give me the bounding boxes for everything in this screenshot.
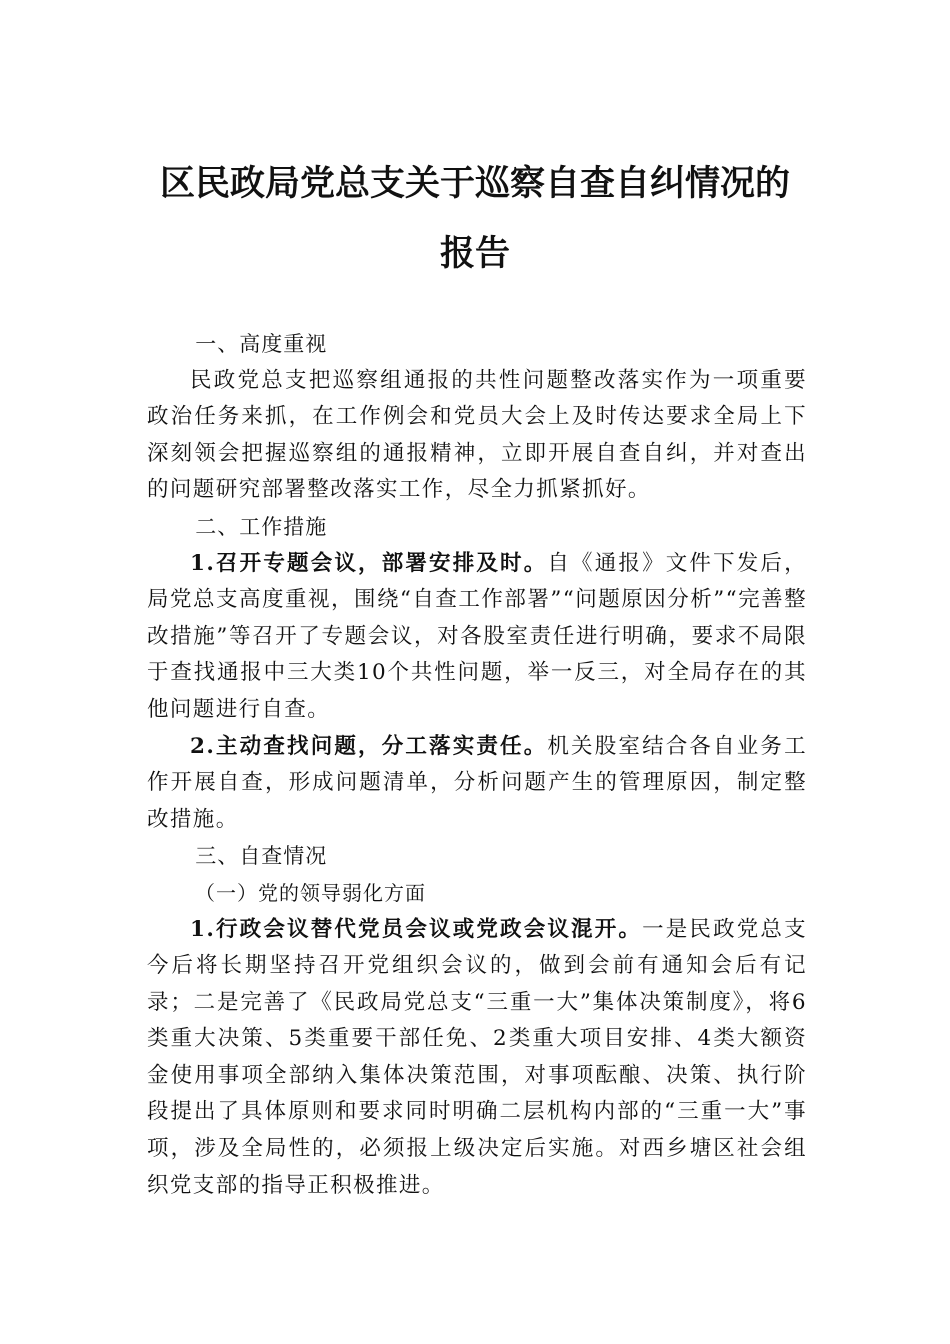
section-2-item-1 xyxy=(147,546,807,729)
item-body: 机关股室结合各自业务工作开展自查，形成问题清单，分析问题产生的管理原因，制定整改措施。 xyxy=(147,733,807,832)
document-body xyxy=(147,326,807,1204)
section-3-item-1 xyxy=(147,912,807,1205)
item-lead: 2.主动查找问题，分工落实责任。 xyxy=(190,733,548,759)
item-body: 自《通报》文件下发后，局党总支高度重视，围绕“自查工作部署”“问题原因分析”“完善整改措施”等召开了专题会议，对各股室责任进行明确，要求不局限于查找通报中三大类10个共性问题，举一反三，对全局存在的其他问题进行自查。 xyxy=(147,550,807,722)
section-heading-1: 一、高度重视 xyxy=(195,332,328,356)
item-body: 一是民政党总支今后将长期坚持召开党组织会议的，做到会前有通知会后有记录；二是完善了《民政局党总支“三重一大”集体决策制度》，将6类重大决策、5类重要干部任免、2类重大项目安排、4类大额资金使用事项全部纳入集体决策范围，对事项酝酿、决策、执行阶段提出了具体原则和要求同时明确二层机构内部的“三重一大”事项，涉及全局性的，必须报上级决定后实施。对西乡塘区社会组织党支部的指导正积极推进。 xyxy=(147,916,807,1198)
section-heading-2: 二、工作措施 xyxy=(195,514,328,539)
item-lead: 1.行政会议替代党员会议或党政会议混开。 xyxy=(190,916,643,942)
item-lead: 1.召开专题会议，部署安排及时。 xyxy=(190,550,548,576)
section-2-item-2 xyxy=(147,729,807,839)
section-heading-3: 三、自查情况 xyxy=(195,844,328,869)
document-title-line-2: 报告 xyxy=(439,233,510,274)
document-title-line-1: 区民政局党总支关于巡察自查自纠情况的 xyxy=(159,163,790,204)
section-3-subheading: （一）党的领导弱化方面 xyxy=(195,880,426,905)
section-1-paragraph: 民政党总支把巡察组通报的共性问题整改落实作为一项重要政治任务来抓，在工作例会和党员大会上及时传达要求全局上下深刻领会把握巡察组的通报精神，立即开展自查自纠，并对查出的问题研究部署整改落实工作，尽全力抓紧抓好。 xyxy=(147,367,807,503)
